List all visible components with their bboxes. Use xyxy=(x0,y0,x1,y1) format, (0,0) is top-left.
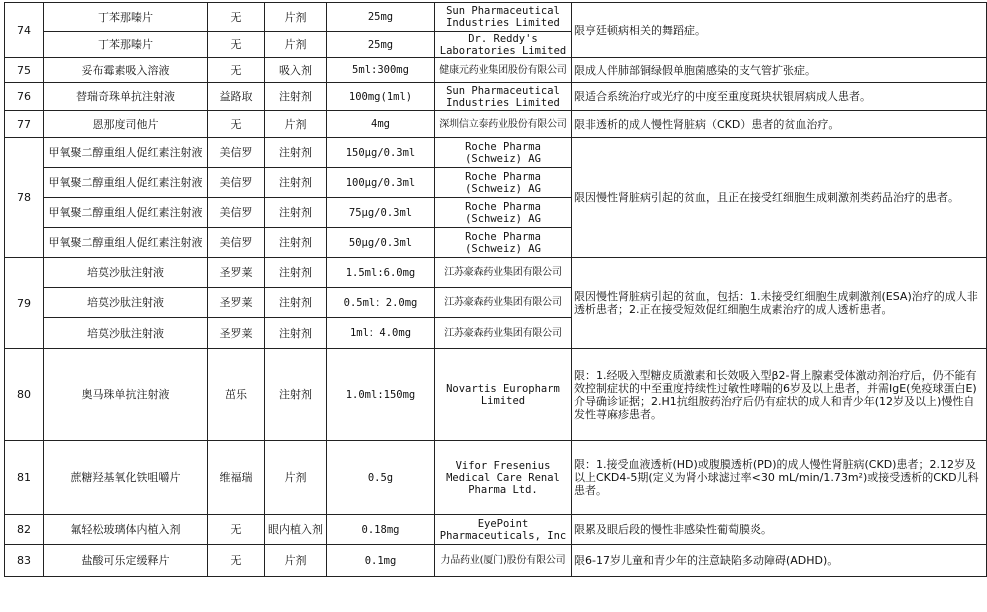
specification-cell: 25mg xyxy=(327,3,435,32)
drug-name-cell: 甲氧聚二醇重组人促红素注射液 xyxy=(44,228,208,258)
dosage-form-cell: 注射剂 xyxy=(265,168,327,198)
drug-name-cell: 替瑞奇珠单抗注射液 xyxy=(44,83,208,111)
restriction-note-cell: 限因慢性肾脏病引起的贫血，且正在接受红细胞生成刺激剂类药品治疗的患者。 xyxy=(572,138,987,258)
specification-cell: 4mg xyxy=(327,111,435,138)
row-number-cell: 83 xyxy=(5,545,44,577)
table-row xyxy=(5,515,987,545)
specification-cell: 50μg/0.3ml xyxy=(327,228,435,258)
dosage-form-cell: 注射剂 xyxy=(265,318,327,349)
table-row xyxy=(5,441,987,515)
specification-cell: 1.5ml:6.0mg xyxy=(327,258,435,288)
drug-name-cell: 甲氧聚二醇重组人促红素注射液 xyxy=(44,198,208,228)
brand-name-cell: 益路取 xyxy=(208,83,265,111)
company-cell: Sun Pharmaceutical Industries Limited xyxy=(435,83,572,111)
company-cell: Novartis Europharm Limited xyxy=(435,349,572,441)
drug-name-cell: 盐酸可乐定缓释片 xyxy=(44,545,208,577)
company-cell: Roche Pharma (Schweiz) AG xyxy=(435,168,572,198)
drug-list-table-container xyxy=(4,2,987,577)
row-number-cell: 79 xyxy=(5,258,44,349)
company-cell: EyePoint Pharmaceuticals, Inc xyxy=(435,515,572,545)
company-cell: 江苏豪森药业集团有限公司 xyxy=(435,258,572,288)
specification-cell: 100mg(1ml) xyxy=(327,83,435,111)
restriction-note-cell: 限成人伴肺部铜绿假单胞菌感染的支气管扩张症。 xyxy=(572,58,987,83)
row-number-cell: 75 xyxy=(5,58,44,83)
drug-name-cell: 培莫沙肽注射液 xyxy=(44,288,208,318)
drug-name-cell: 奥马珠单抗注射液 xyxy=(44,349,208,441)
specification-cell: 1.0ml:150mg xyxy=(327,349,435,441)
brand-name-cell: 美信罗 xyxy=(208,168,265,198)
dosage-form-cell: 吸入剂 xyxy=(265,58,327,83)
dosage-form-cell: 片剂 xyxy=(265,545,327,577)
restriction-note-cell: 限：1.接受血液透析(HD)或腹膜透析(PD)的成人慢性肾脏病(CKD)患者；2.12岁及以上CKD4-5期(定义为肾小球滤过率<30 mL/min/1.73m²)或接受透析的CKD儿科患者。 xyxy=(572,441,987,515)
company-cell: Dr. Reddy's Laboratories Limited xyxy=(435,32,572,58)
company-cell: Roche Pharma (Schweiz) AG xyxy=(435,198,572,228)
restriction-note-cell: 限非透析的成人慢性肾脏病（CKD）患者的贫血治疗。 xyxy=(572,111,987,138)
row-number-cell: 81 xyxy=(5,441,44,515)
company-cell: 江苏豪森药业集团有限公司 xyxy=(435,318,572,349)
company-cell: Roche Pharma (Schweiz) AG xyxy=(435,138,572,168)
dosage-form-cell: 注射剂 xyxy=(265,258,327,288)
brand-name-cell: 无 xyxy=(208,545,265,577)
brand-name-cell: 茁乐 xyxy=(208,349,265,441)
specification-cell: 5ml:300mg xyxy=(327,58,435,83)
brand-name-cell: 维福瑞 xyxy=(208,441,265,515)
company-cell: Sun Pharmaceutical Industries Limited xyxy=(435,3,572,32)
specification-cell: 25mg xyxy=(327,32,435,58)
drug-name-cell: 丁苯那嗪片 xyxy=(44,32,208,58)
dosage-form-cell: 注射剂 xyxy=(265,349,327,441)
row-number-cell: 78 xyxy=(5,138,44,258)
specification-cell: 0.5ml：2.0mg xyxy=(327,288,435,318)
company-cell: 健康元药业集团股份有限公司 xyxy=(435,58,572,83)
brand-name-cell: 无 xyxy=(208,111,265,138)
table-row xyxy=(5,545,987,577)
row-number-cell: 82 xyxy=(5,515,44,545)
table-row xyxy=(5,83,987,111)
dosage-form-cell: 眼内植入剂 xyxy=(265,515,327,545)
brand-name-cell: 美信罗 xyxy=(208,228,265,258)
drug-name-cell: 甲氧聚二醇重组人促红素注射液 xyxy=(44,168,208,198)
table-row xyxy=(5,349,987,441)
drug-list-table xyxy=(4,2,987,577)
dosage-form-cell: 注射剂 xyxy=(265,288,327,318)
drug-name-cell: 妥布霉素吸入溶液 xyxy=(44,58,208,83)
drug-name-cell: 培莫沙肽注射液 xyxy=(44,318,208,349)
brand-name-cell: 圣罗莱 xyxy=(208,288,265,318)
drug-name-cell: 培莫沙肽注射液 xyxy=(44,258,208,288)
restriction-note-cell: 限：1.经吸入型糖皮质激素和长效吸入型β2-肾上腺素受体激动剂治疗后，仍不能有效控制症状的中至重度持续性过敏性哮喘的6岁及以上患者，并需IgE(免疫球蛋白E)介导确诊证据；2.H1抗组胺药治疗后仍有症状的成人和青少年(12岁及以上)慢性自发性荨麻疹患者。 xyxy=(572,349,987,441)
brand-name-cell: 无 xyxy=(208,58,265,83)
brand-name-cell: 圣罗莱 xyxy=(208,258,265,288)
specification-cell: 75μg/0.3ml xyxy=(327,198,435,228)
table-row xyxy=(5,258,987,288)
specification-cell: 1ml：4.0mg xyxy=(327,318,435,349)
restriction-note-cell: 限适合系统治疗或光疗的中度至重度斑块状银屑病成人患者。 xyxy=(572,83,987,111)
dosage-form-cell: 片剂 xyxy=(265,32,327,58)
brand-name-cell: 无 xyxy=(208,515,265,545)
table-row xyxy=(5,111,987,138)
restriction-note-cell: 限因慢性肾脏病引起的贫血，包括：1.未接受红细胞生成刺激剂(ESA)治疗的成人非透析患者；2.正在接受短效促红细胞生成素治疗的成人透析患者。 xyxy=(572,258,987,349)
specification-cell: 0.18mg xyxy=(327,515,435,545)
drug-name-cell: 丁苯那嗪片 xyxy=(44,3,208,32)
row-number-cell: 80 xyxy=(5,349,44,441)
row-number-cell: 74 xyxy=(5,3,44,58)
specification-cell: 0.1mg xyxy=(327,545,435,577)
company-cell: 江苏豪森药业集团有限公司 xyxy=(435,288,572,318)
table-row xyxy=(5,3,987,32)
company-cell: 力品药业(厦门)股份有限公司 xyxy=(435,545,572,577)
dosage-form-cell: 注射剂 xyxy=(265,83,327,111)
table-row xyxy=(5,138,987,168)
specification-cell: 150μg/0.3ml xyxy=(327,138,435,168)
restriction-note-cell: 限亨廷顿病相关的舞蹈症。 xyxy=(572,3,987,58)
table-row xyxy=(5,58,987,83)
row-number-cell: 76 xyxy=(5,83,44,111)
drug-name-cell: 蔗糖羟基氧化铁咀嚼片 xyxy=(44,441,208,515)
drug-name-cell: 氟轻松玻璃体内植入剂 xyxy=(44,515,208,545)
dosage-form-cell: 片剂 xyxy=(265,3,327,32)
brand-name-cell: 美信罗 xyxy=(208,198,265,228)
brand-name-cell: 美信罗 xyxy=(208,138,265,168)
company-cell: 深圳信立泰药业股份有限公司 xyxy=(435,111,572,138)
company-cell: Roche Pharma (Schweiz) AG xyxy=(435,228,572,258)
brand-name-cell: 圣罗莱 xyxy=(208,318,265,349)
dosage-form-cell: 注射剂 xyxy=(265,198,327,228)
restriction-note-cell: 限6-17岁儿童和青少年的注意缺陷多动障碍(ADHD)。 xyxy=(572,545,987,577)
brand-name-cell: 无 xyxy=(208,3,265,32)
dosage-form-cell: 注射剂 xyxy=(265,138,327,168)
specification-cell: 0.5g xyxy=(327,441,435,515)
company-cell: Vifor Fresenius Medical Care Renal Pharma Ltd. xyxy=(435,441,572,515)
dosage-form-cell: 片剂 xyxy=(265,441,327,515)
specification-cell: 100μg/0.3ml xyxy=(327,168,435,198)
row-number-cell: 77 xyxy=(5,111,44,138)
restriction-note-cell: 限累及眼后段的慢性非感染性葡萄膜炎。 xyxy=(572,515,987,545)
dosage-form-cell: 注射剂 xyxy=(265,228,327,258)
dosage-form-cell: 片剂 xyxy=(265,111,327,138)
drug-name-cell: 甲氧聚二醇重组人促红素注射液 xyxy=(44,138,208,168)
brand-name-cell: 无 xyxy=(208,32,265,58)
drug-name-cell: 恩那度司他片 xyxy=(44,111,208,138)
